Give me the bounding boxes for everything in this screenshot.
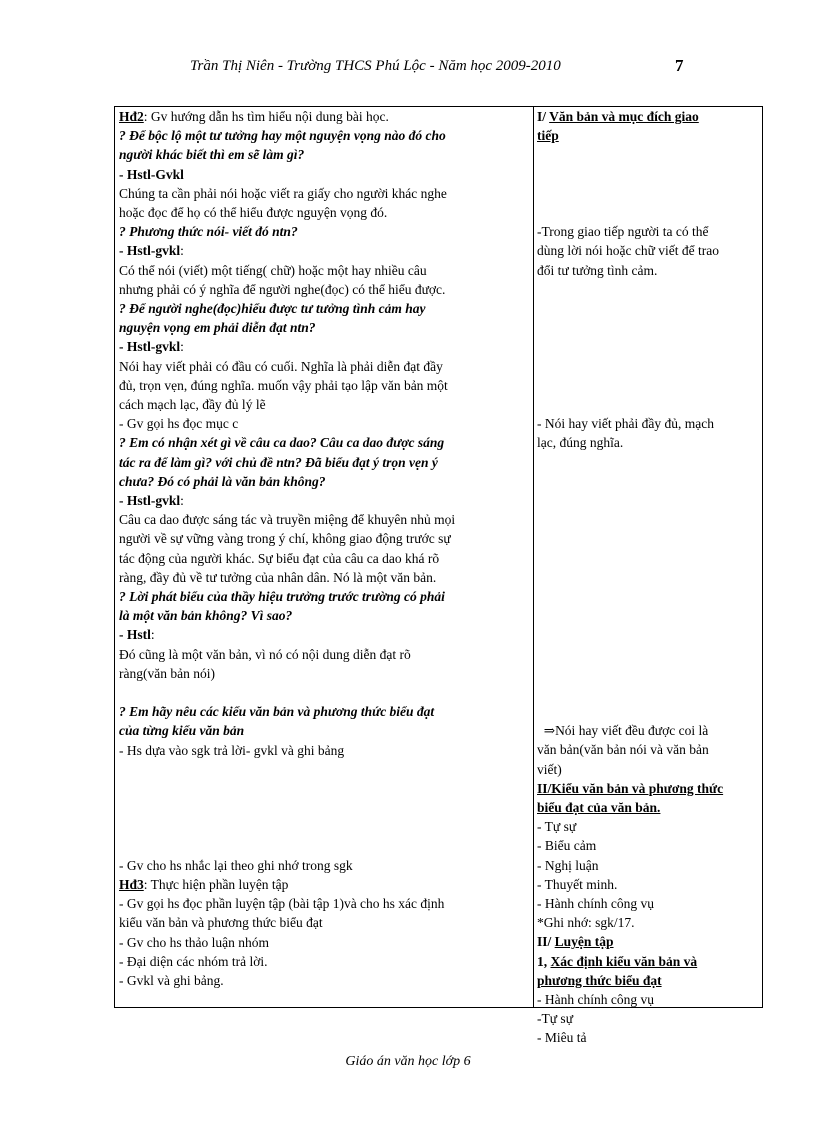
question-3-line-2: nguyện vọng em phải diễn đạt ntn? [119, 320, 316, 336]
answer-2-line-2: nhưng phải có ý nghĩa để người nghe(đọc) có thể hiểu được. [119, 281, 446, 297]
spacer [537, 510, 759, 529]
answer-2-label-line [119, 241, 529, 260]
answer-item: - Hành chính công vụ [537, 991, 654, 1007]
answer-1-line-2: hoặc đọc để họ có thể hiểu được nguyện vọng đó. [119, 205, 388, 221]
column-divider [533, 107, 534, 1007]
section-3-sub-line-2: phương thức biểu đạt [537, 972, 662, 988]
type-item: - Tự sự [537, 819, 577, 835]
section-1-para-1-line-2: dùng lời nói hoặc chữ viết để trao [537, 243, 720, 259]
spacer [537, 548, 759, 567]
hd3-line-3: - Gv cho hs thảo luận nhóm [119, 934, 269, 950]
spacer [537, 452, 759, 471]
arrow-icon: ⇒ [543, 723, 556, 739]
section-3-title-text: Luyện tập [554, 934, 614, 950]
answer-3-line-4: - Gv gọi hs đọc mục c [119, 416, 239, 432]
answer-5-label-colon: : [150, 627, 155, 643]
hd2-line [119, 107, 529, 126]
answer-3-label-colon: : [180, 339, 184, 355]
section-1-para-2-line-1: - Nói hay viết phải đầy đủ, mạch [537, 416, 714, 432]
section-1-para-2-line-2: lạc, đúng nghĩa. [537, 435, 624, 451]
spacer [537, 472, 759, 491]
spacer [119, 683, 529, 702]
spacer [537, 318, 759, 337]
answer-1-label: - Hstl-Gvkl [119, 166, 184, 182]
activities-column [119, 107, 529, 990]
spacer [537, 357, 759, 376]
ghi-nho-instruction: - Gv cho hs nhắc lại theo ghi nhớ trong sgk [119, 857, 353, 873]
answer-5-line-1: Đó cũng là một văn bản, vì nó có nội dung diễn đạt rõ [119, 646, 411, 662]
answer-6-line-1: - Hs dựa vào sgk trả lời- gvkl và ghi bảng [119, 742, 345, 758]
ghi-nho-note: *Ghi nhớ: sgk/17. [537, 915, 635, 931]
section-1-title-line-2: tiếp [537, 128, 559, 144]
section-1-para-3-line-2: văn bản(văn bản nói và văn bản [537, 742, 709, 758]
answer-3-label-line [119, 337, 529, 356]
answer-1-line-1: Chúng ta cần phải nói hoặc viết ra giấy cho người khác nghe [119, 185, 447, 201]
hd3-text: : Thực hiện phần luyện tập [143, 877, 289, 893]
spacer [119, 779, 529, 798]
spacer [537, 491, 759, 510]
spacer [537, 529, 759, 548]
answer-2-label-colon: : [180, 243, 184, 259]
answer-4-line-2: người về sự vững vàng trong ý chí, không giao động trước sự [119, 531, 451, 547]
answer-3-line-1: Nói hay viết phải có đầu có cuối. Nghĩa là phải diễn đạt đầy [119, 358, 443, 374]
answer-5-label-line [119, 625, 529, 644]
spacer [119, 760, 529, 779]
section-1-para-1-line-3: đổi tư tưởng tình cảm. [537, 262, 658, 278]
hd3-label: Hđ3 [119, 877, 144, 893]
hd2-text: : Gv hướng dẫn hs tìm hiểu nội dung bài học. [143, 109, 389, 124]
question-5-line-2: là một văn bản không? Vì sao? [119, 608, 293, 624]
spacer [119, 837, 529, 856]
section-1-prefix: I/ [537, 109, 550, 124]
answer-2-label: - Hstl-gvkl [119, 243, 181, 259]
spacer [537, 337, 759, 356]
type-item: - Hành chính công vụ [537, 895, 654, 911]
spacer [537, 606, 759, 625]
spacer [119, 817, 529, 836]
answer-2-line-1: Có thể nói (viết) một tiếng( chữ) hoặc một hay nhiều câu [119, 262, 427, 278]
section-3-sub-line-1 [537, 952, 759, 971]
answer-4-label-colon: : [180, 493, 184, 509]
section-1-para-3-line-1 [537, 721, 759, 740]
answer-3-line-2: đủ, trọn vẹn, đúng nghĩa. muốn vậy phải tạo lập văn bản một [119, 377, 448, 393]
spacer [537, 587, 759, 606]
spacer [119, 798, 529, 817]
section-3-sub-prefix: 1, [537, 953, 551, 969]
question-5-line-1: ? Lời phát biểu của thầy hiệu trưởng trước trường có phải [119, 589, 445, 605]
page-footer: Giáo án văn học lớp 6 [345, 1054, 471, 1069]
section-3-title [537, 932, 759, 951]
spacer [537, 702, 759, 721]
answer-item: -Tự sự [537, 1011, 574, 1027]
hd3-line-2: kiểu văn bản và phương thức biểu đạt [119, 915, 323, 931]
spacer [537, 203, 759, 222]
section-2-title-line-2: biểu đạt của văn bản. [537, 799, 661, 815]
hd2-label: Hđ2 [119, 109, 144, 124]
section-3-prefix: II/ [537, 934, 555, 950]
answer-4-label-line [119, 491, 529, 510]
type-item: - Thuyết minh. [537, 876, 618, 892]
question-4-line-1: ? Em có nhận xét gì về câu ca dao? Câu ca dao được sáng [119, 435, 445, 451]
question-6-line-1: ? Em hãy nêu các kiểu văn bản và phương thức biểu đạt [119, 704, 435, 720]
page-header [0, 56, 816, 80]
question-2: ? Phương thức nói- viết đó ntn? [119, 224, 298, 240]
header-text: Trần Thị Niên - Trường THCS Phú Lộc - Năm học 2009-2010 [190, 58, 561, 74]
lesson-table [114, 106, 763, 1046]
answer-3-label: - Hstl-gvkl [119, 339, 181, 355]
question-1-line-2: người khác biết thì em sẽ làm gì? [119, 147, 305, 163]
spacer [537, 299, 759, 318]
spacer [537, 683, 759, 702]
answer-4-line-1: Câu ca dao được sáng tác và truyền miệng để khuyên nhủ mọi [119, 512, 456, 528]
type-item: - Nghị luận [537, 857, 599, 873]
spacer [537, 184, 759, 203]
question-6-line-2: của từng kiểu văn bản [119, 723, 245, 739]
spacer [537, 376, 759, 395]
page-number: 7 [675, 56, 684, 75]
question-1-line-1: ? Để bộc lộ một tư tưởng hay một nguyện vọng nào đó cho [119, 128, 446, 144]
content-column [537, 107, 759, 1048]
hd3-line-4: - Đại diện các nhóm trả lời. [119, 953, 268, 969]
hd3-line-5: - Gvkl và ghi bảng. [119, 973, 224, 989]
spacer [537, 664, 759, 683]
spacer [537, 644, 759, 663]
spacer [537, 395, 759, 414]
hd3-line [119, 875, 529, 894]
section-1-para-1-line-1: -Trong giao tiếp người ta có thể [537, 224, 709, 240]
answer-item: - Miêu tả [537, 1030, 587, 1046]
spacer [537, 280, 759, 299]
section-3-sub-title: Xác định kiểu văn bản và [550, 953, 698, 969]
section-1-title: Văn bản và mục đích giao [549, 109, 699, 124]
spacer [537, 625, 759, 644]
spacer [537, 165, 759, 184]
type-item: - Biểu cảm [537, 838, 597, 854]
answer-4-line-4: ràng, đầy đủ về tư tưởng của nhân dân. Nó là một văn bản. [119, 569, 437, 585]
section-1-para-3-line-3: viết) [537, 761, 562, 777]
answer-4-label: - Hstl-gvkl [119, 493, 181, 509]
hd3-line-1: - Gv gọi hs đọc phần luyện tập (bài tập 1)và cho hs xác định [119, 896, 445, 912]
section-1-para-3-text: Nói hay viết đều được coi là [555, 723, 709, 739]
answer-4-line-3: tác động của người khác. Sự biểu đạt của câu ca dao khá rõ [119, 550, 440, 566]
spacer [537, 568, 759, 587]
section-1-title-line-1 [537, 107, 759, 126]
question-4-line-2: tác ra để làm gì? với chủ đề ntn? Đã biểu đạt ý trọn vẹn ý [119, 454, 438, 470]
question-4-line-3: chưa? Đó có phải là văn bản không? [119, 473, 326, 489]
section-2-title-line-1: II/Kiểu văn bản và phương thức [537, 780, 724, 796]
answer-3-line-3: cách mạch lạc, đầy đủ lý lẽ [119, 397, 266, 413]
question-3-line-1: ? Để người nghe(đọc)hiểu được tư tưởng tình cảm hay [119, 301, 426, 317]
spacer [537, 145, 759, 164]
answer-5-line-2: ràng(văn bản nói) [119, 665, 215, 681]
answer-5-label: - Hstl [119, 627, 151, 643]
